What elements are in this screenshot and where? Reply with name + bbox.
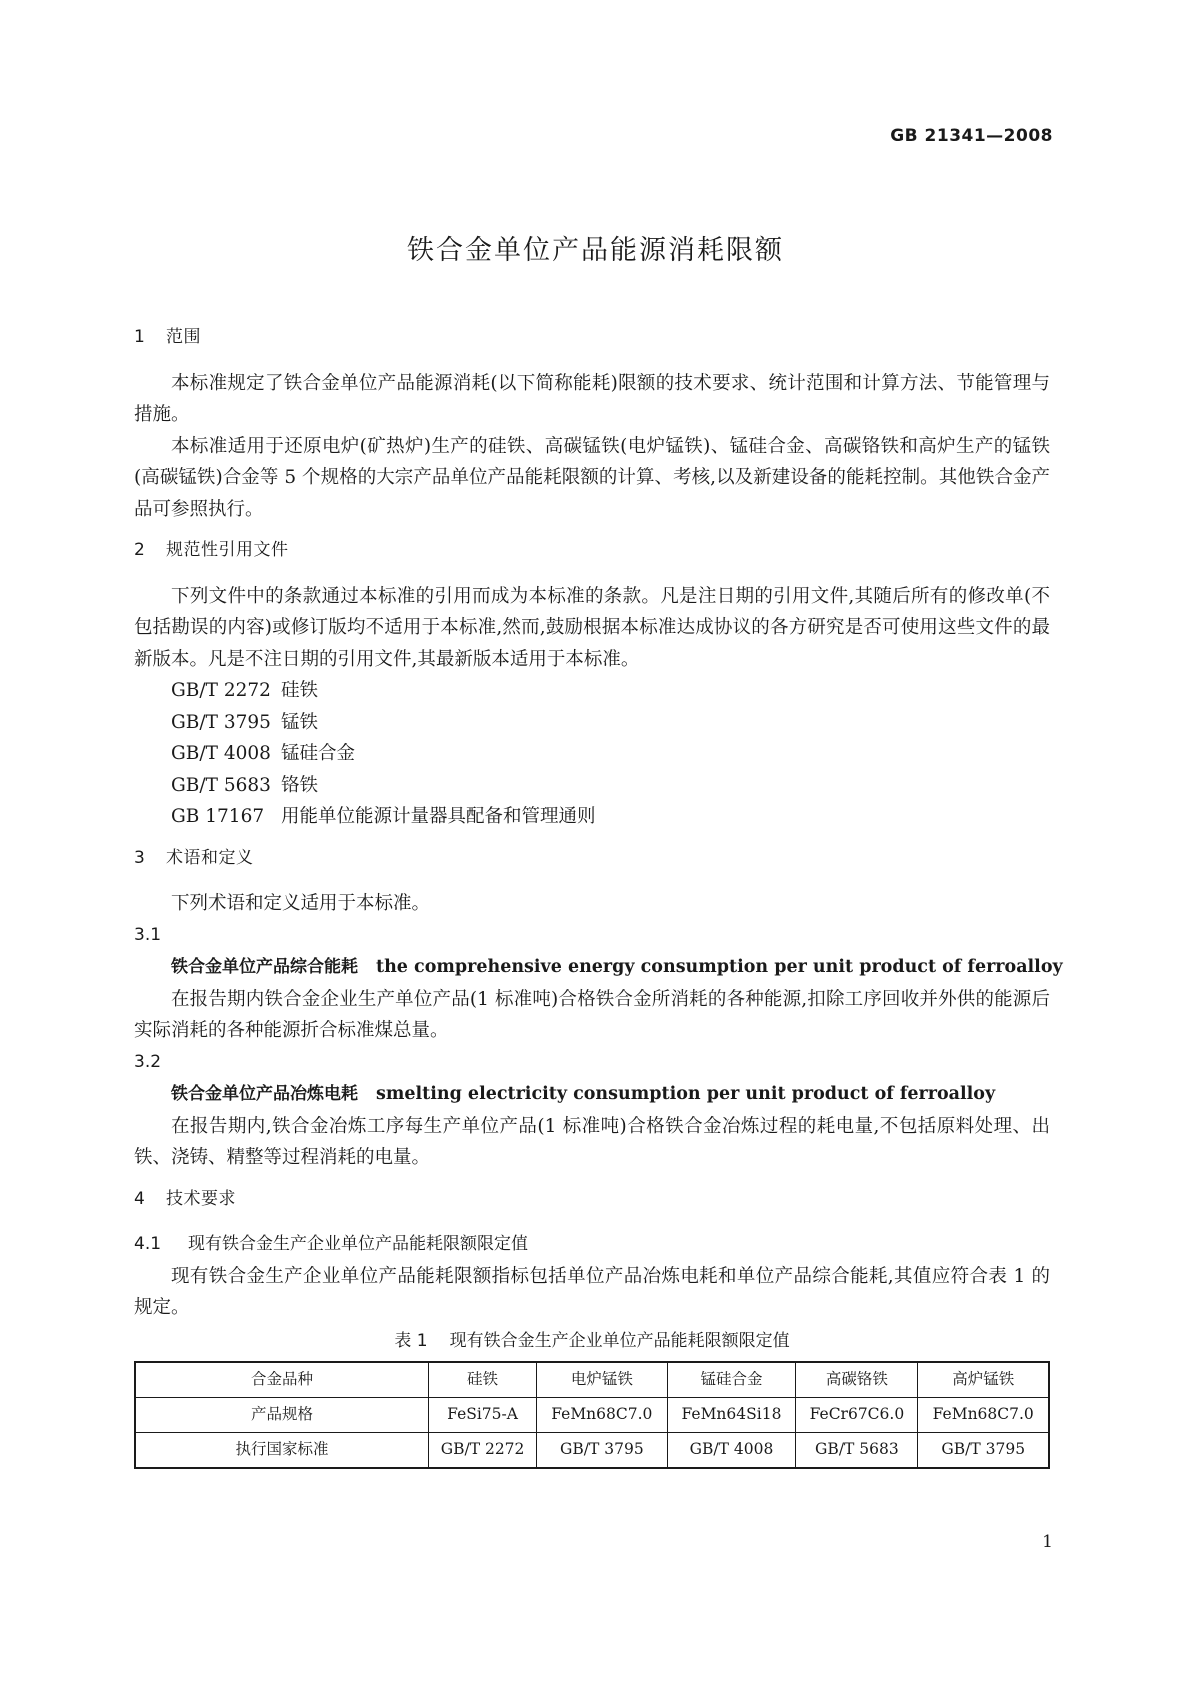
section-number: 4 xyxy=(134,1188,146,1209)
table-cell: 高碳铬铁 xyxy=(796,1362,918,1398)
term-definition: 在报告期内铁合金企业生产单位产品(1 标准吨)合格铁合金所消耗的各种能源,扣除工序回收并外供的能源后实际消耗的各种能源折合标准煤总量。 xyxy=(134,988,1050,1041)
section-1-heading xyxy=(134,322,1050,354)
term-zh: 铁合金单位产品综合能耗 xyxy=(171,957,358,977)
reference-name: 锰硅合金 xyxy=(281,743,356,764)
subsection-title: 现有铁合金生产企业单位产品能耗限额限定值 xyxy=(188,1234,528,1254)
table-row xyxy=(135,1398,1049,1433)
table-cell: FeMn64Si18 xyxy=(667,1398,796,1433)
term-heading xyxy=(134,1078,1050,1111)
table-cell: 电炉锰铁 xyxy=(537,1362,667,1398)
section-2-heading xyxy=(134,535,1050,567)
section-title: 范围 xyxy=(166,327,201,347)
section-title: 规范性引用文件 xyxy=(166,540,289,560)
table-cell: GB/T 2272 xyxy=(429,1433,537,1469)
section-number: 1 xyxy=(134,327,146,347)
table-cell: 锰硅合金 xyxy=(667,1362,796,1398)
reference-code: GB/T 4008 xyxy=(171,743,271,764)
reference-item xyxy=(134,770,1050,802)
table-cell: 执行国家标准 xyxy=(135,1433,429,1469)
reference-item xyxy=(134,801,1050,833)
term-definition: 在报告期内,铁合金冶炼工序每生产单位产品(1 标准吨)合格铁合金冶炼过程的耗电量,不包括原料处理、出铁、浇铸、精整等过程消耗的电量。 xyxy=(134,1115,1050,1168)
reference-name: 锰铁 xyxy=(281,711,319,733)
term-number: 3.2 xyxy=(134,1051,162,1072)
reference-code: GB 17167 xyxy=(171,806,265,827)
section-title: 术语和定义 xyxy=(166,847,254,868)
section-1-paragraph-1: 本标准规定了铁合金单位产品能源消耗(以下简称能耗)限额的技术要求、统计范围和计算方法、节能管理与措施。 xyxy=(134,372,1050,425)
table-cell: GB/T 4008 xyxy=(667,1433,796,1469)
section-number: 2 xyxy=(134,540,146,560)
reference-code: GB/T 2272 xyxy=(171,680,271,701)
reference-name: 硅铁 xyxy=(281,680,319,701)
table-cell: GB/T 3795 xyxy=(918,1433,1049,1469)
document-body xyxy=(134,322,1063,1469)
term-number: 3.1 xyxy=(134,924,162,945)
table-cell: 合金品种 xyxy=(135,1362,429,1398)
reference-code: GB/T 3795 xyxy=(171,711,271,733)
table-cell: 硅铁 xyxy=(429,1362,537,1398)
subsection-4-1-paragraph: 现有铁合金生产企业单位产品能耗限额指标包括单位产品冶炼电耗和单位产品综合能耗,其值应符合表 1 的规定。 xyxy=(134,1265,1050,1318)
table-cell: FeSi75-A xyxy=(429,1398,537,1433)
reference-item xyxy=(134,707,1050,739)
section-3-intro: 下列术语和定义适用于本标准。 xyxy=(171,893,431,914)
table-cell: 产品规格 xyxy=(135,1398,429,1433)
table-label: 表 1 xyxy=(394,1330,428,1351)
standard-number: GB 21341—2008 xyxy=(890,126,1053,146)
table-cell: GB/T 3795 xyxy=(537,1433,667,1469)
reference-item xyxy=(134,738,1050,770)
table-title: 现有铁合金生产企业单位产品能耗限额限定值 xyxy=(449,1330,790,1351)
term-zh: 铁合金单位产品冶炼电耗 xyxy=(171,1084,358,1104)
document-title: 铁合金单位产品能源消耗限额 xyxy=(407,235,784,266)
section-title: 技术要求 xyxy=(166,1188,236,1209)
section-3-heading xyxy=(134,843,1050,875)
subsection-number: 4.1 xyxy=(134,1234,162,1254)
section-2-paragraph-1: 下列文件中的条款通过本标准的引用而成为本标准的条款。凡是注日期的引用文件,其随后所有的修改单(不包括勘误的内容)或修订版均不适用于本标准,然而,鼓励根据本标准达成协议的各方研究是否可使用这些文件的最新版本。凡是不注日期的引用文件,其最新版本适用于本标准。 xyxy=(134,585,1050,670)
term-heading xyxy=(134,951,1063,984)
section-1-paragraph-2: 本标准适用于还原电炉(矿热炉)生产的硅铁、高碳锰铁(电炉锰铁)、锰硅合金、高碳铬铁和高炉生产的锰铁(高碳锰铁)合金等 5 个规格的大宗产品单位产品能耗限额的计算、考核,以及新建设备的能耗控制。其他铁合金产品可参照执行。 xyxy=(134,435,1050,520)
section-number: 3 xyxy=(134,847,146,868)
table-cell: 高炉锰铁 xyxy=(918,1362,1049,1398)
energy-limit-table xyxy=(134,1361,1050,1469)
subsection-4-1-heading xyxy=(134,1229,1050,1261)
table-cell: FeCr67C6.0 xyxy=(796,1398,918,1433)
table-row xyxy=(135,1433,1049,1469)
table-caption xyxy=(134,1326,1050,1358)
term-en: the comprehensive energy consumption per unit product of ferroalloy xyxy=(376,957,1063,977)
table-row xyxy=(135,1362,1049,1398)
reference-code: GB/T 5683 xyxy=(171,774,271,796)
page-number: 1 xyxy=(1042,1532,1053,1552)
reference-name: 用能单位能源计量器具配备和管理通则 xyxy=(281,806,596,827)
table-cell: GB/T 5683 xyxy=(796,1433,918,1469)
reference-name: 铬铁 xyxy=(281,774,319,796)
table-cell: FeMn68C7.0 xyxy=(537,1398,667,1433)
reference-item xyxy=(134,675,1050,707)
section-4-heading xyxy=(134,1184,1050,1216)
table-cell: FeMn68C7.0 xyxy=(918,1398,1049,1433)
term-en: smelting electricity consumption per unit product of ferroalloy xyxy=(376,1084,996,1104)
